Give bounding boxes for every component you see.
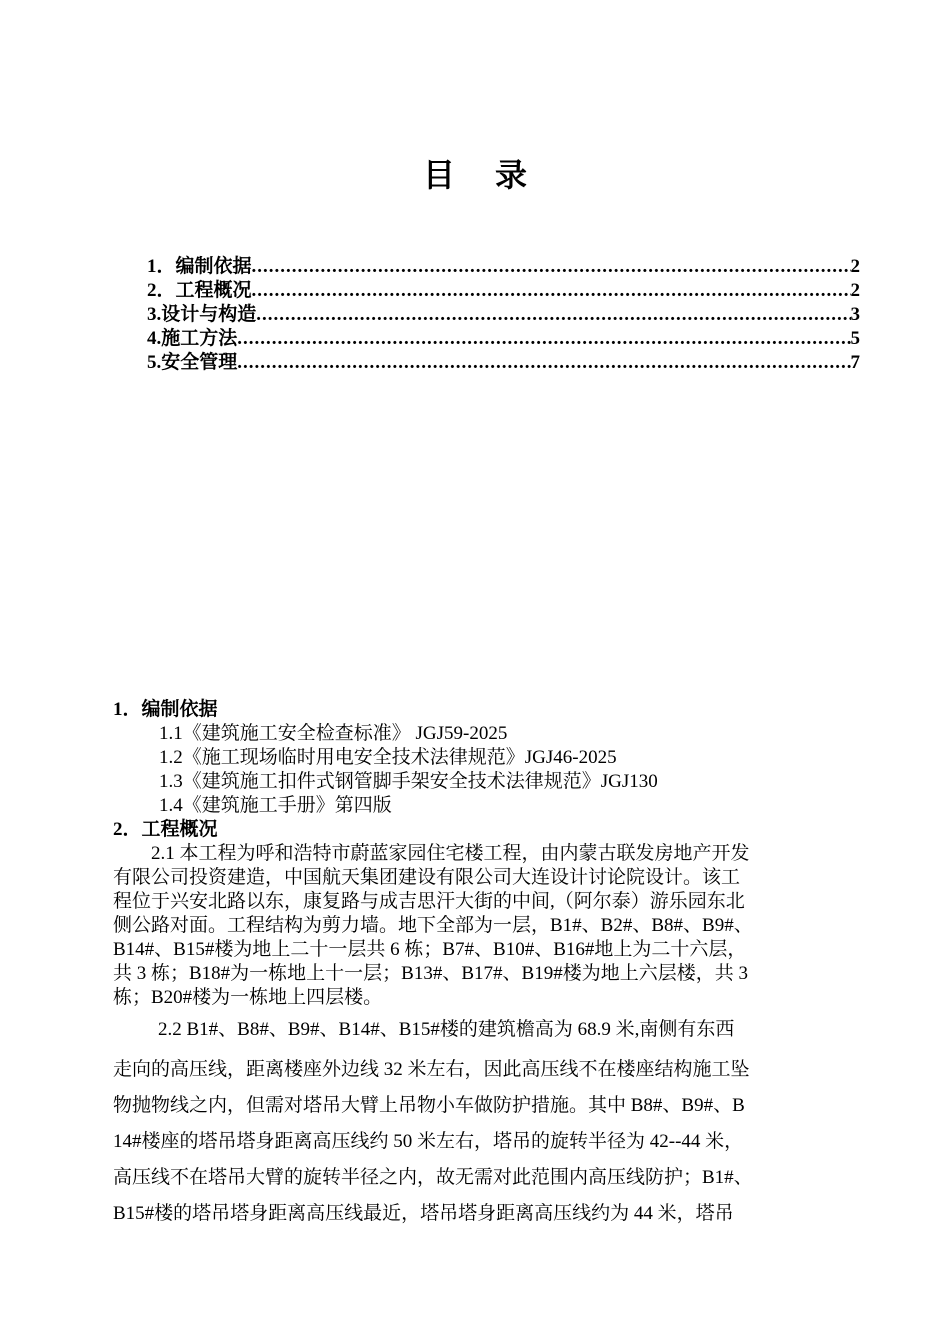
section-heading: 2．工程概况 (113, 819, 218, 840)
toc-leader-dots (252, 256, 851, 278)
toc-leader-dots (252, 280, 851, 302)
toc-item-label: 1．编制依据 (147, 256, 252, 277)
paragraph-line: 栋；B20#楼为一栋地上四层楼。 (113, 987, 383, 1008)
paragraph-line: 走向的高压线，距离楼座外边线 32 米左右，因此高压线不在楼座结构施工坠 (113, 1059, 750, 1080)
toc-item-page: 3 (850, 304, 860, 325)
toc-item[interactable] (147, 251, 860, 275)
section-heading: 1．编制依据 (113, 699, 218, 720)
toc-leader-dots (237, 328, 850, 350)
toc-item-page: 7 (850, 352, 860, 373)
paragraph-line: 14#楼座的塔吊塔身距离高压线约 50 米左右，塔吊的旋转半径为 42--44 米， (113, 1131, 744, 1152)
paragraph-line: 共 3 栋；B18#为一栋地上十一层；B13#、B17#、B19#楼为地上六层楼，共 3 (113, 963, 748, 984)
toc-item[interactable] (147, 323, 860, 347)
reference-item: 1.3《建筑施工扣件式钢管脚手架安全技术法律规范》JGJ130 (159, 771, 658, 792)
toc-item-page: 2 (850, 280, 860, 301)
table-of-contents (147, 251, 860, 371)
reference-item: 1.2《施工现场临时用电安全技术法律规范》JGJ46-2025 (159, 747, 617, 768)
paragraph-line: 2.1 本工程为呼和浩特市蔚蓝家园住宅楼工程，由内蒙古联发房地产开发 (151, 843, 750, 864)
toc-item[interactable] (147, 347, 860, 371)
toc-item-page: 2 (850, 256, 860, 277)
paragraph-line: B14#、B15#楼为地上二十一层共 6 栋；B7#、B10#、B16#地上为二十六层， (113, 939, 747, 960)
reference-item: 1.4《建筑施工手册》第四版 (159, 795, 392, 816)
toc-item-label: 4.施工方法 (147, 328, 238, 349)
paragraph-line: 2.2 B1#、B8#、B9#、B14#、B15#楼的建筑檐高为 68.9 米,南侧有东西 (158, 1019, 735, 1040)
body-sections (113, 698, 873, 1232)
toc-title: 目 录 (422, 157, 543, 193)
paragraph-line: 有限公司投资建造，中国航天集团建设有限公司大连设计讨论院设计。该工 (113, 867, 741, 888)
toc-item-page: 5 (850, 328, 860, 349)
toc-item-label: 3.设计与构造 (147, 304, 257, 325)
paragraph-line: 高压线不在塔吊大臂的旋转半径之内，故无需对此范围内高压线防护；B1#、 (113, 1167, 753, 1188)
toc-item[interactable] (147, 275, 860, 299)
toc-item-label: 2．工程概况 (147, 280, 252, 301)
reference-item: 1.1《建筑施工安全检查标准》 JGJ59-2025 (159, 723, 508, 744)
paragraph-line: 物抛物线之内，但需对塔吊大臂上吊物小车做防护措施。其中 B8#、B9#、B (113, 1095, 745, 1116)
toc-leader-dots (256, 304, 850, 326)
paragraph (113, 842, 873, 1010)
paragraph-line: 侧公路对面。工程结构为剪力墙。地下全部为一层，B1#、B2#、B8#、B9#、 (113, 915, 753, 936)
toc-item-label: 5.安全管理 (147, 352, 238, 373)
toc-item[interactable] (147, 299, 860, 323)
paragraph (113, 1016, 873, 1232)
paragraph-line: B15#楼的塔吊塔身距离高压线最近，塔吊塔身距离高压线约为 44 米，塔吊 (113, 1203, 734, 1224)
paragraph-line: 程位于兴安北路以东，康复路与成吉思汗大街的中间,（阿尔泰）游乐园东北 (113, 891, 745, 912)
toc-leader-dots (237, 352, 850, 374)
